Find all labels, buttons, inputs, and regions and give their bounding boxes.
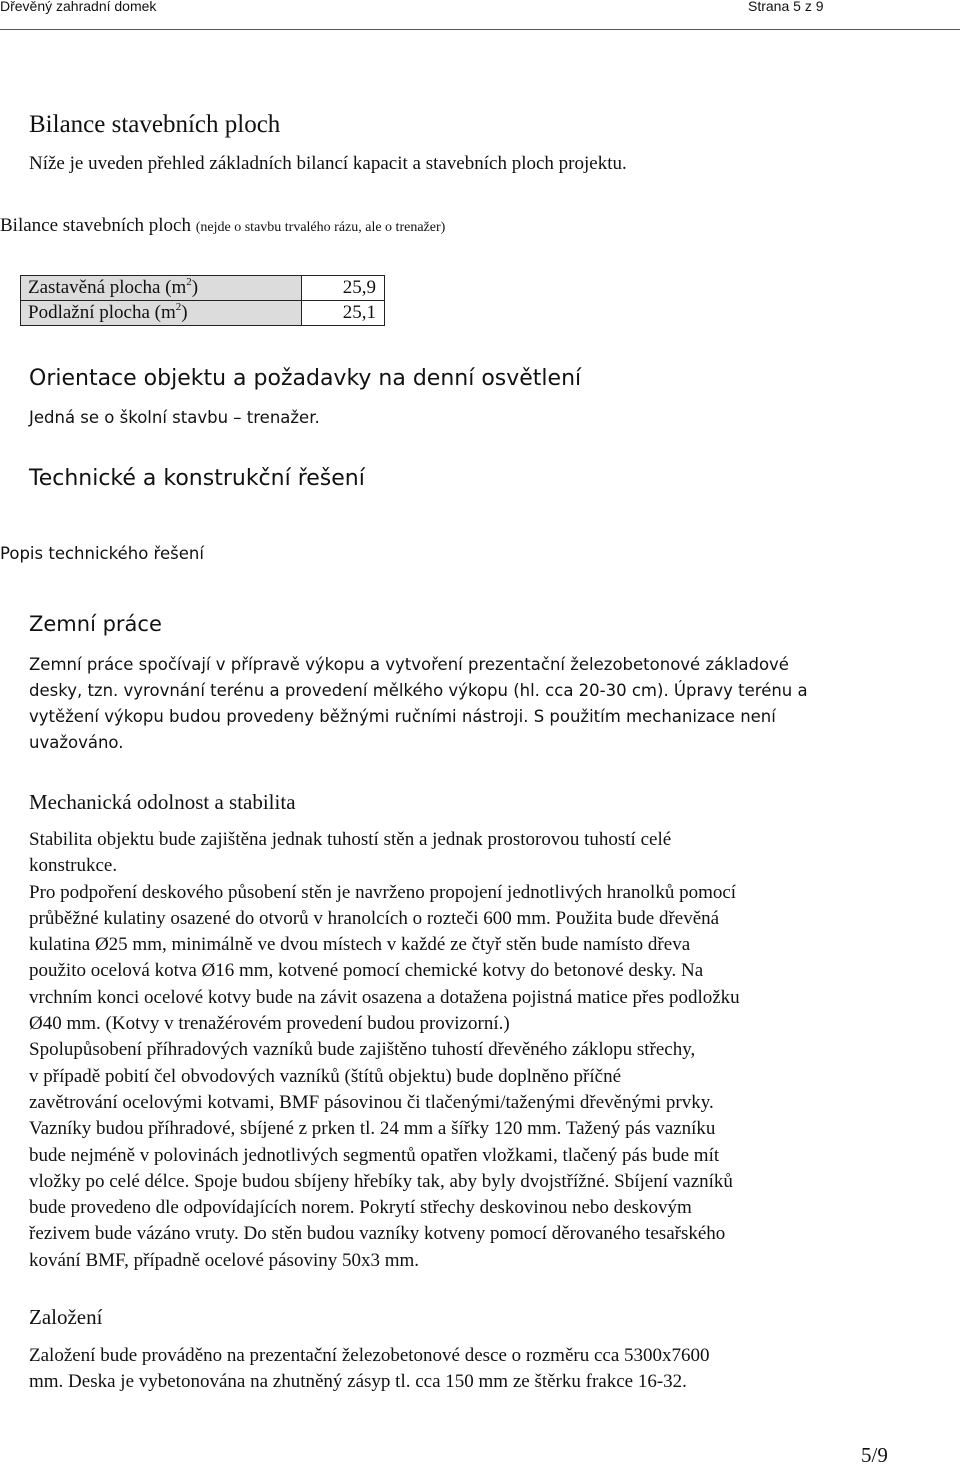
header-page-indicator: Strana 5 z 9 <box>748 0 824 14</box>
section-title-mechanicka: Mechanická odolnost a stabilita <box>29 790 296 814</box>
zemni-prace-paragraph <box>29 652 808 756</box>
paragraph-line: v případě pobití čel obvodových vazníků (štítů objektu) bude doplněno příčné <box>29 1065 622 1087</box>
table-cell-value: 25,1 <box>302 301 385 326</box>
table-cell-label: Podlažní plocha $(m^2)$ <box>21 301 302 326</box>
paragraph-line: kování BMF, případně ocelové pásoviny 50x3 mm. <box>29 1249 420 1271</box>
paragraph-line: Stabilita objektu bude zajištěna jednak tuhostí stěn a jednak prostorovou tuhostí celé <box>29 829 672 850</box>
header-divider <box>0 29 960 30</box>
paragraph-line: Pro podpoření deskového působení stěn je navrženo propojení jednotlivých hranolků pomocí <box>29 881 737 903</box>
paragraph-line: desky, tzn. vyrovnání terénu a provedení mělkého výkopu (hl. cca 20-30 cm). Úpravy terénu a <box>29 681 808 700</box>
bilance-intro: Níže je uveden přehled základních bilancí kapacit a stavebních ploch projektu. <box>29 153 627 174</box>
section-title-zemni-prace: Zemní práce <box>29 612 162 636</box>
paragraph-line: Spolupůsobení příhradových vazníků bude zajištěno tuhostí dřevěného záklopu střechy, <box>29 1039 696 1061</box>
mechanicka-paragraph <box>29 827 740 1274</box>
paragraph-line: Ø40 mm. (Kotvy v trenažérovém provedení budou provizorní.) <box>29 1013 510 1035</box>
paragraph-line: zavětrování ocelovými kotvami, BMF pásovinou či tlačenými/taženými dřevěnými prvky. <box>29 1091 714 1113</box>
paragraph-line: konstrukce. <box>29 855 118 877</box>
paragraph-line: kulatina Ø25 mm, minimálně ve dvou místech v každé ze čtyř stěn bude namísto dřeva <box>29 934 691 956</box>
table-row <box>21 301 385 326</box>
paragraph-line: použito ocelová kotva Ø16 mm, kotvené pomocí chemické kotvy do betonové desky. Na <box>29 960 704 982</box>
paragraph-line: vytěžení výkopu budou provedeny běžnými ručními nástroji. S použitím mechanizace není <box>29 707 776 726</box>
section-title-technicke: Technické a konstrukční řešení <box>29 466 365 491</box>
paragraph-line: průběžné kulatiny osazené do otvorů v hranolcích o rozteči 600 mm. Použita bude dřevěná <box>29 907 720 929</box>
section-title-orientace: Orientace objektu a požadavky na denní osvětlení <box>29 366 582 391</box>
paragraph-line: řezivem bude vázáno vruty. Do stěn budou vazníky kotveny pomocí děrovaného tesařského <box>29 1223 726 1245</box>
bilance-subtitle-bold: Bilance stavebních ploch <box>0 215 191 236</box>
paragraph-line: Vazníky budou příhradové, sbíjené z prken tl. 24 mm a šířky 120 mm. Tažený pás vazníku <box>29 1118 716 1140</box>
paragraph-line: mm. Deska je vybetonována na zhutněný zásyp tl. cca 150 mm ze štěrku frakce 16-32. <box>29 1371 687 1393</box>
paragraph-line: Založení bude prováděno na prezentační železobetonové desce o rozměru cca 5300x7600 <box>29 1345 710 1366</box>
header-document-title: Dřevěný zahradní domek <box>0 0 157 14</box>
paragraph-line: vrchním konci ocelové kotvy bude na závit osazena a dotažena pojistná matice přes podložku <box>29 986 740 1008</box>
popis-heading: Popis technického řešení <box>0 544 204 563</box>
footer-page-number: 5/9 <box>861 1443 888 1467</box>
section-title-zalozeni: Založení <box>29 1305 103 1329</box>
bilance-subtitle <box>0 215 445 237</box>
area-table <box>20 275 385 326</box>
orientace-text: Jedná se o školní stavbu – trenažer. <box>29 408 320 427</box>
zalozeni-paragraph <box>29 1343 710 1396</box>
paragraph-line: uvažováno. <box>29 733 124 752</box>
table-row <box>21 276 385 301</box>
bilance-subtitle-note: (nejde o stavbu trvalého rázu, ale o trenažer) <box>195 220 446 235</box>
paragraph-line: bude provedeno dle odpovídajících norem. Pokrytí střechy deskovinou nebo deskovým <box>29 1197 692 1219</box>
section-title-bilance: Bilance stavebních ploch <box>29 111 281 138</box>
paragraph-line: Zemní práce spočívají v přípravě výkopu a vytvoření prezentační železobetonové základové <box>29 655 789 674</box>
paragraph-line: vložky po celé délce. Spoje budou sbíjeny hřebíky tak, aby byly dvojstřížné. Sbíjení vazníků <box>29 1170 733 1192</box>
table-cell-value: 25,9 <box>302 276 385 301</box>
table-cell-label: Zastavěná plocha $(m^2)$ <box>21 276 302 301</box>
paragraph-line: bude nejméně v polovinách jednotlivých segmentů opatřen vložkami, tlačený pás bude mít <box>29 1144 720 1166</box>
